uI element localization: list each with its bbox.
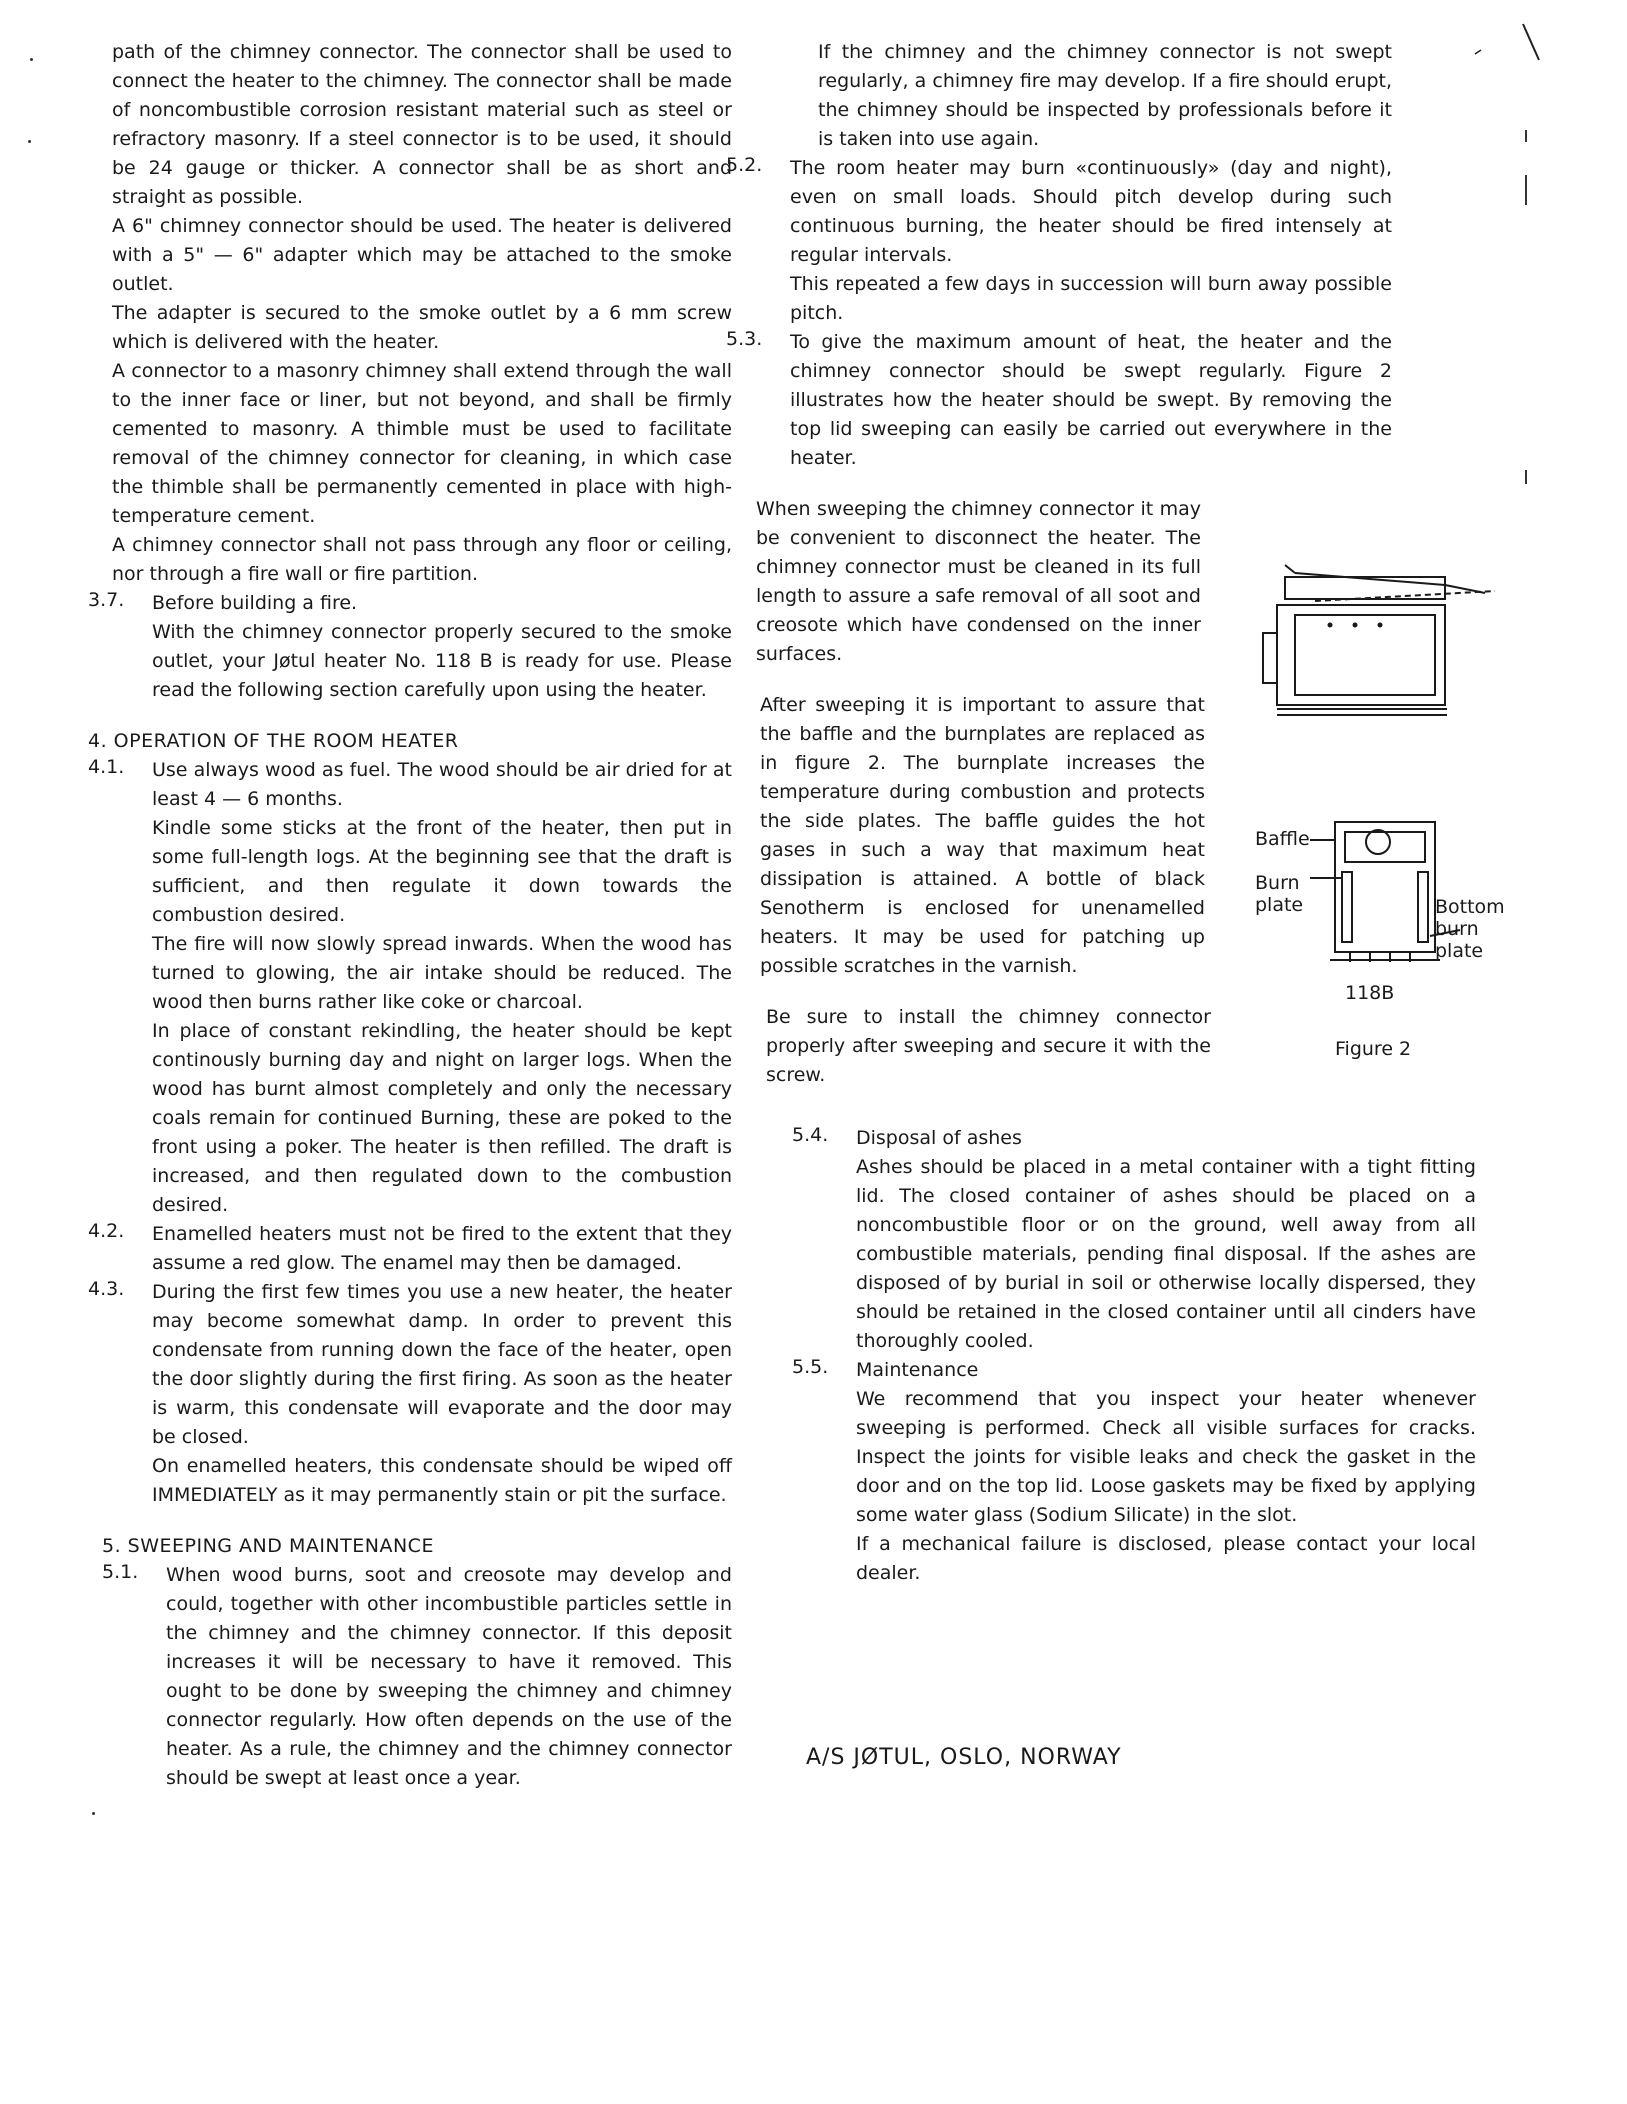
scan-mark	[1465, 20, 1545, 80]
paragraph: After sweeping it is important to assure that the baffle and the burnplates are replaced as in figure 2. The burnplate increases the temperature during combustion and protects the side plates. The baffle guides the hot gases in such a way that maximum heat dissipation is attained. A bottle of black Senotherm is enclosed for unenamelled heaters. It may be used for patching up possible scratches in the varnish.	[760, 694, 1205, 977]
scan-speck	[28, 140, 31, 143]
section-3-7	[88, 589, 732, 705]
section-5-1	[102, 1561, 732, 1793]
paragraph: Be sure to install the chimney connector properly after sweeping and secure it with the screw.	[766, 1006, 1211, 1086]
paragraph: During the first few times you use a new heater, the heater may become somewhat damp. In order to prevent this condensate from running down the face of the heater, open the door slightly during the first firing. As soon as the heater is warm, this condensate will evaporate and the door may be closed.	[152, 1281, 732, 1448]
heater-sweeping-illustration	[1255, 555, 1525, 735]
scan-speck	[1525, 470, 1527, 484]
subheading: Disposal of ashes	[856, 1127, 1022, 1149]
paragraph: If a mechanical failure is disclosed, please contact your local dealer.	[856, 1533, 1476, 1584]
paragraph: A chimney connector shall not pass through any floor or ceiling, nor through a fire wall or fire partition.	[112, 534, 732, 585]
section-number: 5.1.	[102, 1561, 139, 1583]
section-number: 4.3.	[88, 1278, 125, 1300]
section-number: 5.5.	[792, 1356, 829, 1378]
scan-speck	[1525, 175, 1527, 205]
section-5-5	[792, 1356, 1476, 1588]
section-4-3	[88, 1278, 732, 1510]
section-number: 4.1.	[88, 756, 125, 778]
paragraph: The adapter is secured to the smoke outlet by a 6 mm screw which is delivered with the heater.	[112, 302, 732, 353]
section-4-1	[88, 756, 732, 1220]
section-number: 5.3.	[726, 328, 763, 350]
paragraph: Kindle some sticks at the front of the heater, then put in some full-length logs. At the beginning see that the draft is sufficient, and then regulate it down towards the combustion desired.	[152, 817, 732, 926]
paragraph: We recommend that you inspect your heater whenever sweeping is performed. Check all visible surfaces for cracks. Inspect the joints for visible leaks and check the gasket in the door and on the top lid. Loose gaskets may be fixed by applying some water glass (Sodium Silicate) in the slot.	[856, 1388, 1476, 1526]
section-number: 5.4.	[792, 1124, 829, 1146]
section-4-2	[88, 1220, 732, 1278]
figure-caption: Figure 2	[1335, 1038, 1412, 1060]
section-5-2	[726, 154, 1392, 328]
model-label: 118B	[1345, 982, 1395, 1004]
paragraph: If the chimney and the chimney connector is not swept regularly, a chimney fire may develop. If a fire should erupt, the chimney should be inspected by professionals before it is taken into use again.	[818, 41, 1392, 150]
paragraph: The room heater may burn «continuously» (day and night), even on small loads. Should pitch develop during such continuous burning, the heater should be fired intensely at regular intervals.	[790, 157, 1392, 266]
scan-speck	[1525, 130, 1527, 142]
paragraph: On enamelled heaters, this condensate should be wiped off IMMEDIATELY as it may permanently stain or pit the surface.	[152, 1455, 732, 1506]
paragraph: Use always wood as fuel. The wood should be air dried for at least 4 — 6 months.	[152, 759, 732, 810]
burn-plate-label: Burn	[1255, 872, 1300, 894]
paragraph: When wood burns, soot and creosote may develop and could, together with other incombustible particles settle in the chimney and the chimney connector. If this deposit increases it will be necessary to have it removed. This ought to be done by sweeping the chimney and chimney connector regularly. How often depends on the use of the heater. As a rule, the chimney and the chimney connector should be swept at least once a year.	[166, 1564, 732, 1789]
paragraph: Enamelled heaters must not be fired to the extent that they assume a red glow. The enamel may then be damaged.	[152, 1223, 732, 1274]
section-5-3	[726, 328, 1392, 473]
scan-speck	[30, 58, 33, 61]
section-number: 3.7.	[88, 589, 125, 611]
subheading: Maintenance	[856, 1359, 979, 1381]
figure-2	[1255, 810, 1525, 1070]
paragraph: This repeated a few days in succession will burn away possible pitch.	[790, 273, 1392, 324]
burn-plate-label: plate	[1255, 894, 1304, 916]
paragraph: When sweeping the chimney connector it may be convenient to disconnect the heater. The chimney connector must be cleaned in its full length to assure a safe removal of all soot and creosote which have condensed on the inner surfaces.	[756, 498, 1201, 665]
paragraph: To give the maximum amount of heat, the heater and the chimney connector should be swept regularly. Figure 2 illustrates how the heater should be swept. By removing the top lid sweeping can easily be carried out everywhere in the heater.	[790, 331, 1392, 469]
paragraph: With the chimney connector properly secured to the smoke outlet, your Jøtul heater No. 118 B is ready for use. Please read the following section carefully upon using the heater.	[152, 621, 732, 701]
paragraph: The fire will now slowly spread inwards. When the wood has turned to glowing, the air intake should be reduced. The wood then burns rather like coke or charcoal.	[152, 933, 732, 1013]
bottom-burn-plate-label: burn	[1435, 918, 1479, 940]
bottom-burn-plate-label: plate	[1435, 940, 1484, 962]
section-5-1-continued	[772, 38, 1392, 154]
section-number: 4.2.	[88, 1220, 125, 1242]
left-column	[88, 38, 732, 1793]
paragraph: Before building a fire.	[152, 592, 358, 614]
section-heading-5: 5. SWEEPING AND MAINTENANCE	[102, 1535, 434, 1557]
paragraph: A connector to a masonry chimney shall extend through the wall to the inner face or liner, but not beyond, and shall be firmly cemented to masonry. A thimble must be used to facilitate removal of the chimney connector for cleaning, in which case the thimble shall be permanently cemented in place with high-temperature cement.	[112, 360, 732, 527]
paragraph: In place of constant rekindling, the heater should be kept continously burning day and night on larger logs. When the wood has burnt almost completely and only the necessary coals remain for continued Burning, these are poked to the front using a poker. The heater is then refilled. The draft is increased, and then regulated down to the combustion desired.	[152, 1020, 732, 1216]
company-footer: A/S JØTUL, OSLO, NORWAY	[806, 1745, 1122, 1770]
paragraph: path of the chimney connector. The connector shall be used to connect the heater to the chimney. The connector shall be made of noncombustible corrosion resistant material such as steel or refractory masonry. If a steel connector is to be used, it should be 24 gauge or thicker. A connector shall be as short and straight as possible.	[112, 41, 732, 208]
baffle-label: Baffle	[1255, 828, 1310, 850]
paragraph: Ashes should be placed in a metal container with a tight fitting lid. The closed container of ashes should be placed on a noncombustible floor or on the ground, well away from all combustible materials, pending final disposal. If the ashes are disposed of by burial in soil or otherwise locally dispersed, they should be retained in the closed container until all cinders have thoroughly cooled.	[856, 1156, 1476, 1352]
section-number: 5.2.	[726, 154, 763, 176]
bottom-burn-plate-label: Bottom	[1435, 896, 1505, 918]
section-heading-4: 4. OPERATION OF THE ROOM HEATER	[88, 730, 459, 752]
paragraph: A 6" chimney connector should be used. The heater is delivered with a 5" — 6" adapter which may be attached to the smoke outlet.	[112, 215, 732, 295]
scan-speck	[92, 1812, 95, 1815]
section-5-4	[792, 1124, 1476, 1356]
